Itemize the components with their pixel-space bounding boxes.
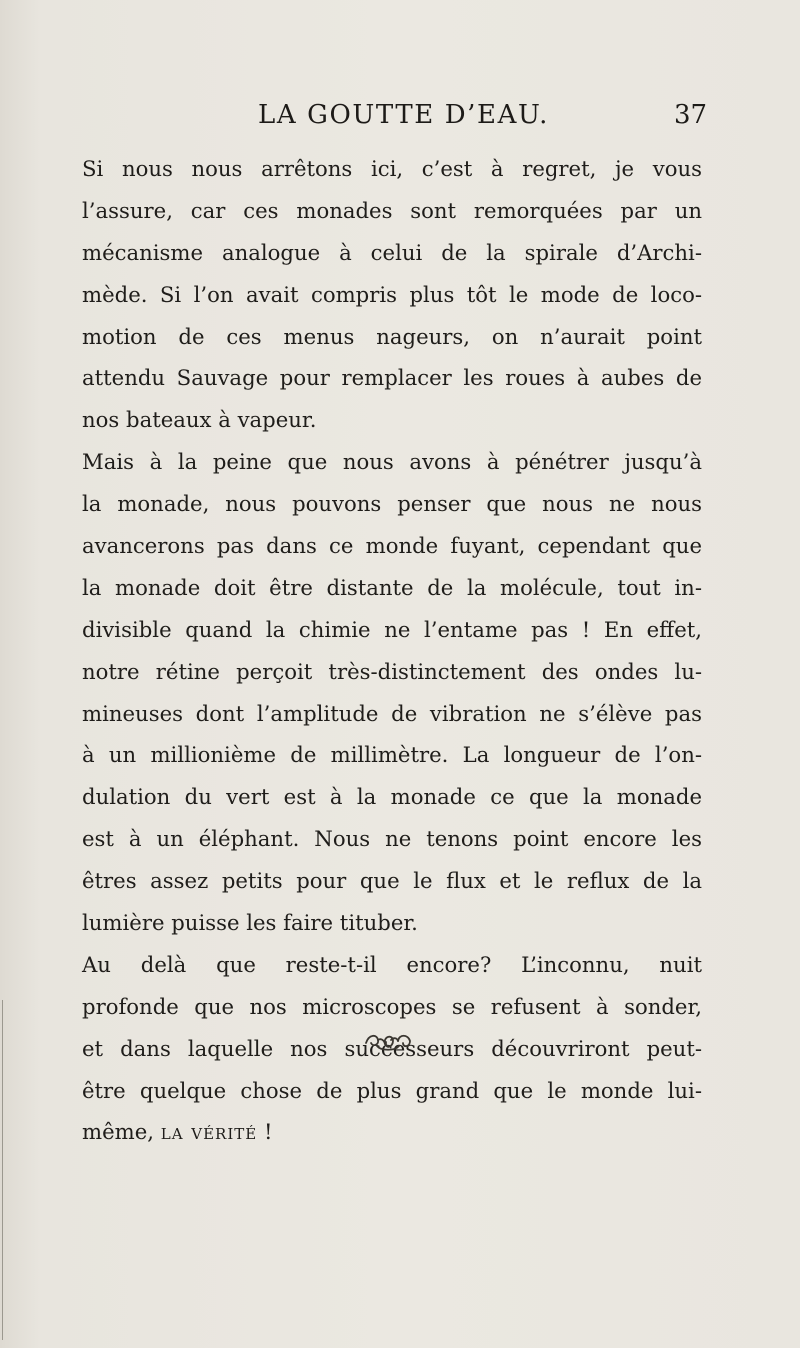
final-line-end: !	[257, 1119, 273, 1145]
text-line: et dans laquelle nos successeurs découvriront peut-	[82, 1035, 702, 1061]
text-line: dulation du vert est à la monade ce que la monade	[82, 784, 702, 810]
text-line: la monade, nous pouvons penser que nous ne nous	[82, 491, 702, 517]
text-line: mécanisme analogue à celui de la spirale d’Archi-	[82, 239, 702, 265]
la-verite-small-caps: la vérité	[160, 1119, 258, 1145]
page-header	[0, 100, 800, 140]
text-line: être quelque chose de plus grand que le monde lui-	[82, 1077, 702, 1103]
text-line: motion de ces menus nageurs, on n’aurait point	[82, 323, 702, 349]
text-line: êtres assez petits pour que le flux et le reflux de la	[82, 868, 702, 894]
text-line: notre rétine perçoit très-distinctement des ondes lu-	[82, 658, 702, 684]
text-line: à un millionième de millimètre. La longueur de l’on-	[82, 742, 702, 768]
text-line: Si nous nous arrêtons ici, c’est à regret, je vous	[82, 156, 702, 181]
fleuron-ornament-icon	[363, 1028, 413, 1054]
running-title: LA GOUTTE D’EAU.	[258, 100, 549, 130]
final-text-line	[82, 1111, 702, 1153]
final-line-start: même,	[82, 1119, 161, 1145]
text-line: lumière puisse les faire tituber.	[82, 910, 418, 936]
text-line: nos bateaux à vapeur.	[82, 407, 317, 433]
text-line: attendu Sauvage pour remplacer les roues à aubes de	[82, 365, 702, 391]
text-line: divisible quand la chimie ne l’entame pas ! En effet,	[82, 616, 702, 642]
text-line: l’assure, car ces monades sont remorquées par un	[82, 197, 702, 223]
text-line: la monade doit être distante de la molécule, tout in-	[82, 574, 702, 600]
page-number: 37	[674, 100, 708, 130]
text-line: avancerons pas dans ce monde fuyant, cependant que	[82, 533, 702, 559]
text-line: Mais à la peine que nous avons à pénétrer jusqu’à	[82, 449, 702, 475]
text-line: Au delà que reste-t-il encore? L’inconnu, nuit	[82, 951, 702, 977]
body-text	[82, 148, 702, 1153]
text-line: est à un éléphant. Nous ne tenons point encore les	[82, 826, 702, 852]
page-edge-line	[2, 1000, 3, 1340]
text-line: profonde que nos microscopes se refusent à sonder,	[82, 993, 702, 1019]
text-line: mineuses dont l’amplitude de vibration ne s’élève pas	[82, 700, 702, 726]
text-line: mède. Si l’on avait compris plus tôt le mode de loco-	[82, 281, 702, 307]
